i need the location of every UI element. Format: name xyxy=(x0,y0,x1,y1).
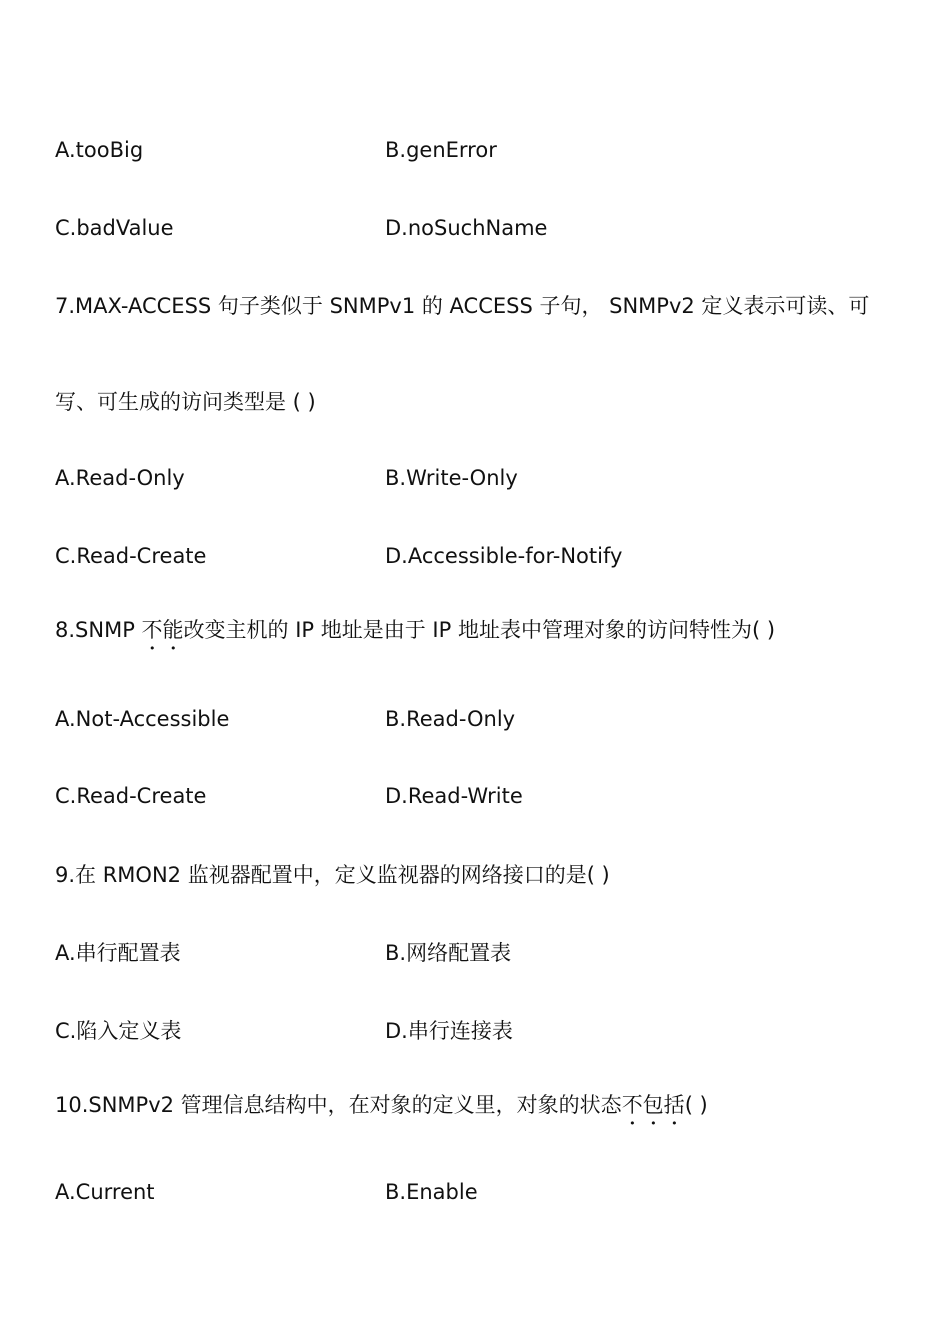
q7-stem-line2: 写、可生成的访问类型是 ( ) xyxy=(55,390,316,414)
q9-option-a: A.串行配置表 xyxy=(55,941,181,965)
q10-option-a: A.Current xyxy=(55,1180,155,1204)
q8-stem-suffix: 改变主机的 IP 地址是由于 IP 地址表中管理对象的访问特性为( ) xyxy=(183,618,776,642)
q7-option-b: B.Write-Only xyxy=(385,466,518,490)
q10-option-b: B.Enable xyxy=(385,1180,478,1204)
q7-option-c: C.Read-Create xyxy=(55,544,207,568)
q8-option-b: B.Read-Only xyxy=(385,707,516,731)
q9-stem: 9.在 RMON2 监视器配置中，定义监视器的网络接口的是( ) xyxy=(55,863,610,887)
q9-option-c: C.陷入定义表 xyxy=(55,1019,182,1043)
q8-stem-prefix: 8.SNMP xyxy=(55,618,142,642)
q10-stem xyxy=(55,1091,708,1130)
q6-option-c: C.badValue xyxy=(55,216,174,240)
q7-option-a: A.Read-Only xyxy=(55,466,185,490)
q7-stem-line1: 7.MAX-ACCESS 句子类似于 SNMPv1 的 ACCESS 子句， SNMPv2 定义表示可读、可 xyxy=(55,294,870,318)
q10-emphasis: 不包括 xyxy=(621,1093,685,1117)
q8-option-c: C.Read-Create xyxy=(55,784,207,808)
q8-option-d: D.Read-Write xyxy=(385,784,523,808)
q10-stem-prefix: 10.SNMPv2 管理信息结构中，在对象的定义里，对象的状态 xyxy=(55,1093,622,1117)
q9-option-b: B.网络配置表 xyxy=(385,941,512,965)
q8-option-a: A.Not-Accessible xyxy=(55,707,230,731)
q8-emphasis: 不能 xyxy=(141,618,184,642)
q8-stem xyxy=(55,616,775,655)
q9-option-d: D.串行连接表 xyxy=(385,1019,513,1043)
q6-option-b: B.genError xyxy=(385,138,497,162)
q10-stem-suffix: ( ) xyxy=(684,1093,708,1117)
q7-option-d: D.Accessible-for-Notify xyxy=(385,544,623,568)
q6-option-d: D.noSuchName xyxy=(385,216,548,240)
q6-option-a: A.tooBig xyxy=(55,138,144,162)
